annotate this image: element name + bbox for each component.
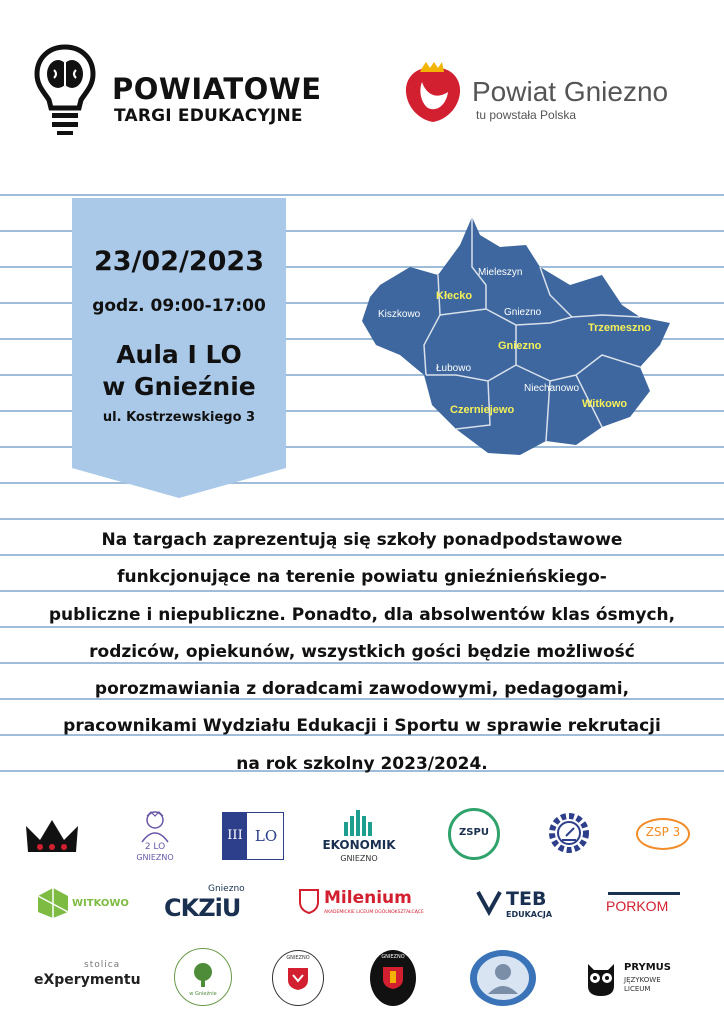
ekonomik-logo — [316, 808, 402, 866]
region-czerniejewo: Czerniejewo — [450, 404, 515, 416]
cube-icon — [36, 886, 70, 920]
event-date: 23/02/2023 — [93, 246, 264, 277]
ckziu-text: CKZiU — [164, 894, 241, 922]
zs-gniezno-logo — [174, 948, 232, 1006]
description-line: publiczne i niepubliczne. Ponadto, dla absolwentów klas ósmych, — [48, 604, 676, 625]
shield-icon — [298, 888, 320, 914]
powiat-gniezno-emblem-icon — [402, 62, 464, 124]
description-line: pracownikami Wydziału Edukacji i Sportu w sprawie rekrutacji — [63, 716, 661, 737]
gear-school-logo-icon — [544, 808, 594, 858]
figure-icon — [130, 810, 180, 844]
description-line: Na targach zaprezentują się szkoły ponadpodstawowe — [101, 530, 623, 550]
ckziu-city: Gniezno — [208, 884, 245, 894]
gniezno-a-text: GNIEZNO — [286, 955, 310, 961]
region-gniezno-rural: Gniezno — [504, 307, 542, 318]
event-hours: godz. 09:00-17:00 — [92, 296, 266, 316]
portrait-medallion-icon — [468, 948, 538, 1008]
crest-icon — [382, 966, 404, 990]
lo3-numeral: III — [223, 813, 247, 859]
description-line: porozmawiania z doradcami zawodowymi, pedagogami, — [94, 679, 630, 700]
partner-tagline: tu powstała Polska — [476, 108, 577, 122]
prymus-name: PRYMUS — [624, 962, 671, 973]
witkowo-logo — [36, 886, 129, 922]
milenium-sub: AKADEMICKIE LICEUM OGÓLNOKSZTAŁCĄCE — [324, 910, 424, 915]
header — [0, 0, 724, 160]
region-lubowo: Łubowo — [436, 363, 472, 374]
stolica-text: stolica — [84, 960, 121, 970]
description-line: na rok szkolny 2023/2024. — [236, 753, 488, 774]
region-witkowo: Witkowo — [582, 398, 628, 410]
partner-name: Powiat Gniezno — [472, 76, 669, 107]
buildings-icon — [316, 808, 402, 836]
ekonomik-name: EKONOMIK — [322, 838, 396, 852]
lo2-city: GNIEZNO — [136, 853, 174, 862]
zsp3-text: ZSP 3 — [645, 825, 681, 839]
ekonomik-city: GNIEZNO — [340, 854, 378, 863]
lo2-label: 2 LO — [144, 842, 166, 852]
witkowo-text: WITKOWO — [72, 898, 129, 909]
region-niechanowo: Niechanowo — [524, 383, 580, 394]
lo3-text: LO — [254, 827, 278, 845]
region-gniezno-city: Gniezno — [498, 340, 542, 352]
crown-school-logo-icon — [24, 816, 80, 856]
event-venue-line1: Aula I LO — [116, 340, 242, 369]
description-line: funkcjonujące na terenie powiatu gnieźnieńskiego- — [117, 567, 607, 588]
teb-logo — [476, 888, 560, 924]
event-venue-line2: w Gnieźnie — [102, 372, 256, 401]
school-logos — [0, 800, 724, 1024]
event-description — [20, 522, 704, 783]
zspu-text: ZSPU — [459, 827, 489, 838]
tree-icon — [189, 961, 217, 989]
district-map — [340, 205, 680, 475]
owl-icon — [584, 958, 618, 998]
lo3-logo — [222, 812, 284, 860]
event-address: ul. Kostrzewskiego 3 — [102, 410, 256, 425]
description-line: rodziców, opiekunów, wszystkich gości będzie możliwość — [89, 641, 635, 662]
gniezno-b-text: GNIEZNO — [381, 954, 405, 960]
lo2-gniezno-logo — [130, 810, 180, 864]
zs-city: w Gnieźnie — [189, 991, 217, 997]
ckziu-logo — [164, 884, 248, 924]
zsp3-logo — [636, 816, 690, 852]
gniezno-school-logo-a — [272, 950, 324, 1006]
prymus-sub1: JĘZYKOWE — [624, 976, 661, 984]
region-kiszkowo: Kiszkowo — [378, 309, 421, 320]
brand-title: POWIATOWE — [112, 72, 322, 106]
teb-sub: EDUKACJA — [506, 910, 553, 919]
stolica-experymentu-logo — [34, 958, 141, 994]
region-mieleszyn: Mieleszyn — [478, 267, 523, 278]
region-klecko: Kłecko — [436, 290, 473, 302]
prymus-sub2: LICEUM — [624, 985, 651, 993]
experymentu-text: eXperymentu — [34, 972, 141, 988]
region-trzemeszno: Trzemeszno — [588, 322, 651, 334]
eagle-shield-icon — [287, 967, 309, 991]
brand-subtitle: TARGI EDUKACYJNE — [114, 106, 303, 126]
milenium-logo — [298, 888, 428, 924]
brain-bulb-icon — [34, 44, 96, 136]
gniezno-school-logo-b — [370, 950, 416, 1006]
porkom-bar — [608, 892, 680, 895]
teb-text: TEB — [506, 888, 547, 910]
zspu-logo — [448, 808, 500, 860]
porkom-text: PORKOM — [606, 898, 669, 914]
prymus-logo — [584, 958, 684, 1000]
porkom-logo — [606, 892, 682, 920]
milenium-name: Milenium — [324, 888, 412, 908]
teb-mark-icon — [476, 888, 502, 916]
